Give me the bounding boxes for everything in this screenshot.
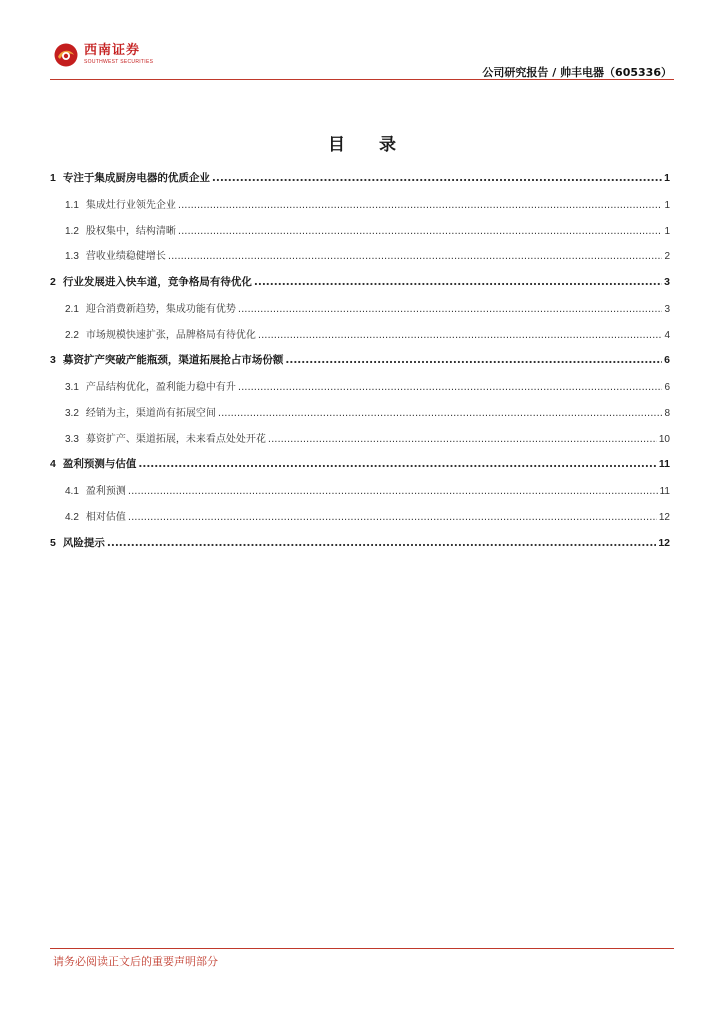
toc-entry-title: 风险提示 [62, 537, 105, 549]
toc-subsection-entry[interactable] [50, 300, 670, 318]
toc-dot-leader [178, 200, 663, 211]
page-header [0, 0, 724, 82]
logo-cn-text: 西南证券 [84, 43, 141, 58]
toc-entry-page: 10 [658, 434, 670, 445]
toc-entry-page: 1 [664, 226, 670, 237]
toc-entry-title: 盈利预测 [85, 486, 126, 497]
toc-section-entry[interactable] [50, 535, 670, 553]
toc-entry-page: 6 [664, 354, 670, 366]
toc-entry-page: 4 [664, 330, 670, 341]
toc-title: 目 录 [328, 135, 410, 155]
toc-entry-number: 3.2 [65, 408, 79, 419]
toc-section-entry[interactable] [50, 456, 670, 474]
toc-subsection-entry[interactable] [50, 326, 670, 344]
toc-entry-number: 1.2 [65, 226, 79, 237]
toc-entry-title: 股权集中，结构清晰 [85, 226, 176, 237]
toc-dot-leader [238, 382, 663, 393]
toc-entry-title: 集成灶行业领先企业 [85, 200, 176, 211]
toc-entry-page: 6 [664, 382, 670, 393]
toc-entry-title: 相对估值 [85, 512, 126, 523]
toc-entry-number: 2.1 [65, 304, 79, 315]
toc-entry-number: 3.1 [65, 382, 79, 393]
toc-entry-title: 专注于集成厨房电器的优质企业 [62, 172, 210, 184]
toc-entry-number: 1 [50, 172, 56, 184]
southwest-securities-logo-icon [54, 43, 78, 67]
toc-entry-title: 募资扩产、渠道拓展，未来看点处处开花 [85, 434, 266, 445]
toc-entry-page: 12 [658, 512, 670, 523]
toc-entry-title: 盈利预测与估值 [62, 458, 137, 470]
toc-entry-number: 4.2 [65, 512, 79, 523]
toc-dot-leader [128, 512, 657, 523]
toc-entry-number: 5 [50, 537, 56, 549]
toc-dot-leader [138, 458, 657, 470]
toc-entry-title: 行业发展进入快车道，竞争格局有待优化 [62, 276, 252, 288]
toc-entry-number: 3.3 [65, 434, 79, 445]
toc-entry-number: 3 [50, 354, 56, 366]
toc-section-entry[interactable] [50, 170, 670, 188]
toc-entry-title: 营收业绩稳健增长 [85, 251, 166, 262]
toc-entry-page: 8 [664, 408, 670, 419]
toc-subsection-entry[interactable] [50, 196, 670, 214]
toc-dot-leader [268, 434, 657, 445]
toc-dot-leader [168, 251, 663, 262]
report-type: 公司研究报告 [482, 66, 549, 79]
toc-entry-number: 2 [50, 276, 56, 288]
toc-entry-number: 1.3 [65, 251, 79, 262]
toc-entry-page: 11 [659, 486, 670, 497]
logo-en-text: SOUTHWEST SECURITIES [84, 59, 154, 65]
toc-entry-title: 产品结构优化，盈利能力稳中有升 [85, 382, 236, 393]
toc-entry-number: 4.1 [65, 486, 79, 497]
company-logo [54, 43, 153, 67]
toc-entry-number: 1.1 [65, 200, 79, 211]
toc-subsection-entry[interactable] [50, 404, 670, 422]
toc-entry-title: 募资扩产突破产能瓶颈，渠道拓展抢占市场份额 [62, 354, 284, 366]
toc-entry-number: 4 [50, 458, 56, 470]
toc-entry-title: 经销为主，渠道尚有拓展空间 [85, 408, 216, 419]
toc-entry-page: 1 [664, 200, 670, 211]
toc-subsection-entry[interactable] [50, 247, 670, 265]
toc-dot-leader [238, 304, 663, 315]
toc-subsection-entry[interactable] [50, 482, 670, 500]
toc-dot-leader [212, 172, 662, 184]
toc-entry-page: 12 [658, 537, 670, 549]
toc-subsection-entry[interactable] [50, 508, 670, 526]
toc-dot-leader [218, 408, 663, 419]
meta-separator: / [548, 66, 561, 79]
footer-disclaimer: 请务必阅读正文后的重要声明部分 [53, 955, 218, 968]
toc-dot-leader [258, 330, 663, 341]
toc-dot-leader [254, 276, 662, 288]
toc-entry-title: 市场规模快速扩张，品牌格局有待优化 [85, 330, 256, 341]
toc-entry-page: 2 [664, 251, 670, 262]
company-name: 帅丰电器（605336） [560, 66, 672, 79]
toc-dot-leader [107, 537, 656, 549]
toc-section-entry[interactable] [50, 274, 670, 292]
toc-section-entry[interactable] [50, 352, 670, 370]
toc-entry-number: 2.2 [65, 330, 79, 341]
header-divider [50, 79, 674, 80]
toc-dot-leader [128, 486, 658, 497]
toc-entry-page: 3 [664, 304, 670, 315]
toc-entry-page: 3 [664, 276, 670, 288]
toc-subsection-entry[interactable] [50, 378, 670, 396]
footer-divider [50, 948, 674, 949]
toc-subsection-entry[interactable] [50, 222, 670, 240]
toc-entry-page: 1 [664, 172, 670, 184]
toc-dot-leader [285, 354, 662, 366]
toc-entry-page: 11 [658, 458, 670, 470]
report-meta [482, 64, 672, 80]
toc-subsection-entry[interactable] [50, 430, 670, 448]
toc-entry-title: 迎合消费新趋势，集成功能有优势 [85, 304, 236, 315]
toc-dot-leader [178, 226, 663, 237]
